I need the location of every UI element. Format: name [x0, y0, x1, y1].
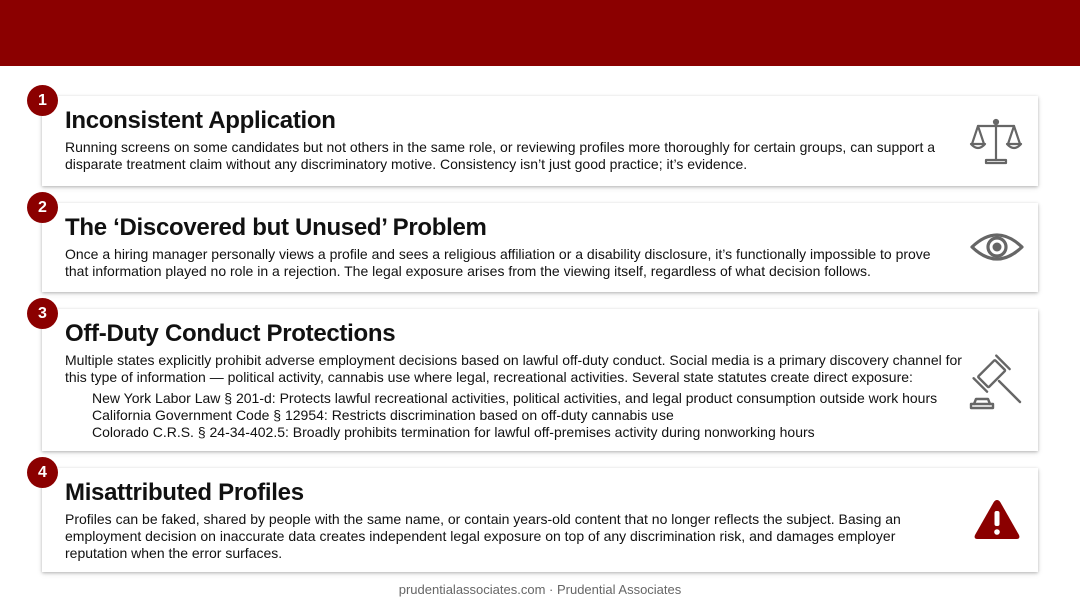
- card-discovered-but-unused: [42, 203, 1038, 292]
- warning-icon: [972, 497, 1022, 543]
- card-body: Running screens on some candidates but not others in the same role, or reviewing profiles more thoroughly for certain groups, can support a disparate treatment claim without any discriminatory motive. Consistency isn’t just good practice; it’s evidence.: [65, 139, 936, 172]
- statute-item: California Government Code § 12954: Restricts discrimination based on off-duty cannabis use: [92, 407, 674, 423]
- card-body: Profiles can be faked, shared by people with the same name, or contain years-old content that no longer reflects the subject. Basing an employment decision on inaccurate data creates independent legal exposure on top of any discrimination risk, and damages employer reputation when the error surfaces.: [65, 511, 901, 561]
- header-bar: [0, 0, 1080, 66]
- card-inconsistent-application: [42, 96, 1038, 186]
- statute-list: [65, 390, 968, 441]
- card-misattributed-profiles: [42, 468, 1038, 572]
- step-badge-1: 1: [27, 85, 58, 116]
- step-badge-2: 2: [27, 192, 58, 223]
- card-title: Misattributed Profiles: [65, 479, 304, 506]
- card-off-duty-conduct: [42, 309, 1038, 451]
- step-badge-4: 4: [27, 457, 58, 488]
- card-title: The ‘Discovered but Unused’ Problem: [65, 214, 487, 241]
- card-title: Inconsistent Application: [65, 107, 336, 134]
- statute-item: Colorado C.R.S. § 24-34-402.5: Broadly prohibits termination for lawful off-premises activity during nonworking hours: [92, 424, 815, 440]
- scales-icon: [969, 114, 1023, 168]
- card-body: Multiple states explicitly prohibit adverse employment decisions based on lawful off-duty conduct. Social media is a primary discovery channel for this type of information — political activity, cannabis use where legal, recreational activities. Several state statutes create direct exposure:: [65, 352, 962, 385]
- statute-item: New York Labor Law § 201-d: Protects lawful recreational activities, political activities, and legal product consumption outside work hours: [92, 390, 938, 406]
- card-title: Off-Duty Conduct Protections: [65, 320, 396, 347]
- eye-icon: [969, 227, 1025, 267]
- step-badge-3: 3: [27, 298, 58, 329]
- footer-text: prudentialassociates.com · Prudential Associates: [398, 582, 682, 597]
- gavel-icon: [968, 352, 1026, 410]
- card-body: Once a hiring manager personally views a profile and sees a religious affiliation or a disability disclosure, it’s functionally impossible to prove that information played no role in a rejection. The legal exposure arises from the viewing itself, regardless of what decision follows.: [65, 246, 931, 279]
